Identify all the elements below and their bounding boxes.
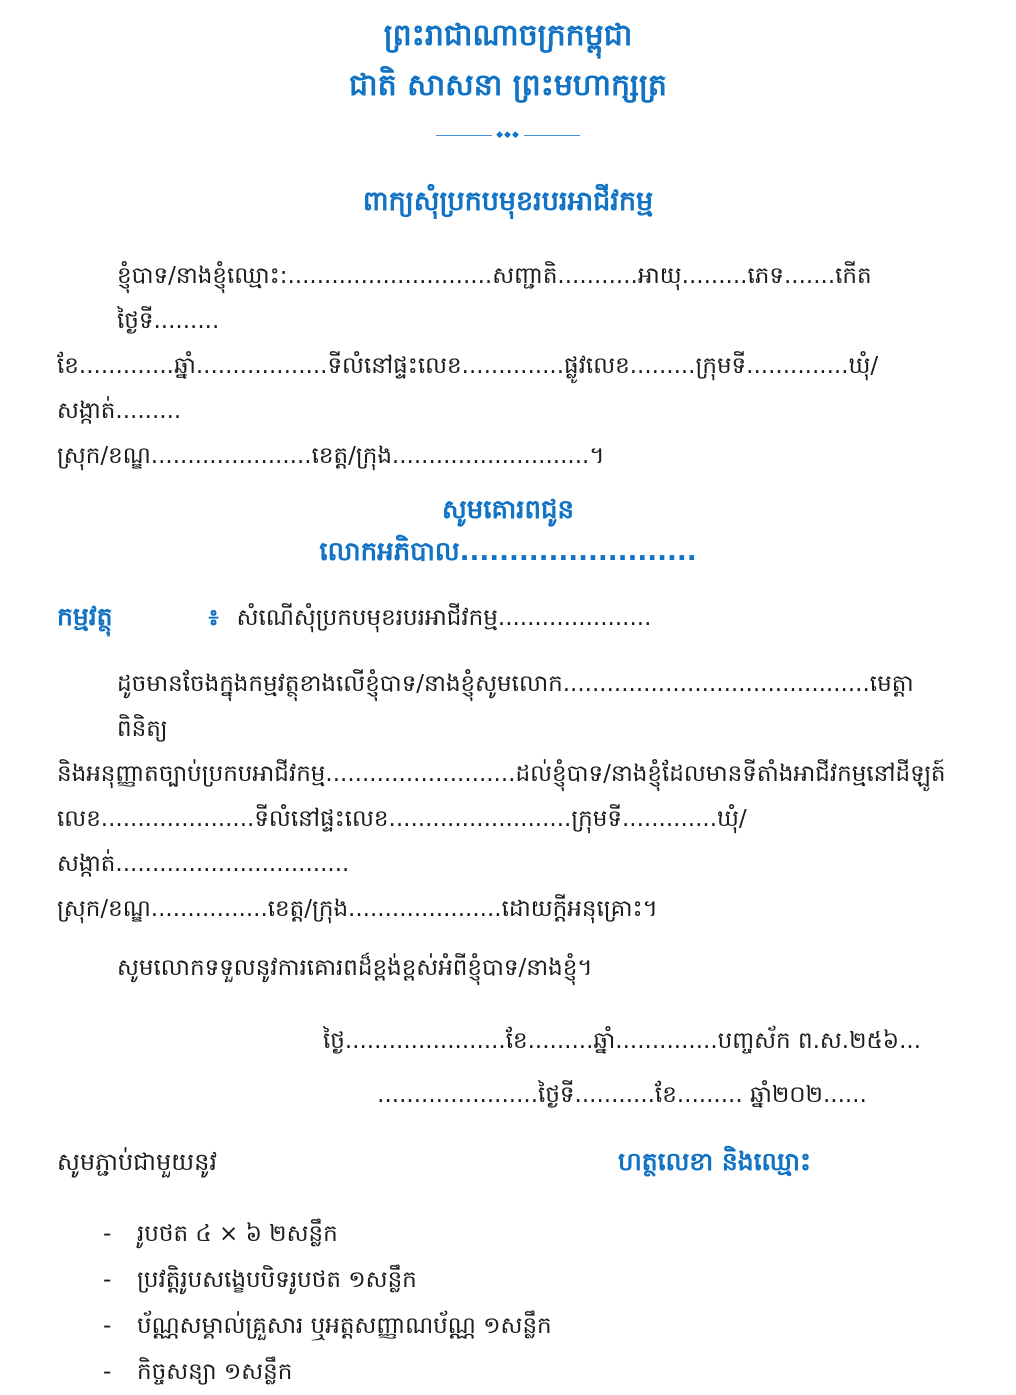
national-motto: ជាតិ សាសនា ព្រះមហាក្សត្រ: [349, 67, 667, 103]
signature-name-label: ហត្ថលេខា និងឈ្មោះ: [617, 1147, 811, 1176]
request-line-3: លេខ.....................ទីលំនៅផ្ទះលេខ.........................ក្រុមទី.............ឃុំ/សង្កាត់................................: [57, 806, 747, 877]
subject-text: សំណើសុំប្រកបមុខរបរអាជីវកម្ម.....................: [236, 605, 652, 631]
attachments-label: សូមភ្ជាប់ជាមួយនូវ: [57, 1148, 217, 1176]
divider-line-left: [436, 135, 492, 136]
recipient-dotted-field: ........................: [459, 537, 697, 567]
list-item: [103, 1257, 959, 1303]
lunar-date-line: ថ្ងៃ......................ខែ.........ឆ្នាំ..............បញ្ចស័ក ព.ស.២៥៦...: [322, 1028, 922, 1054]
subject-label: កម្មវត្ថុ: [57, 602, 113, 631]
divider-line-right: [524, 135, 580, 136]
request-line-2: និងអនុញ្ញាតច្បាប់ប្រកបអាជីវកម្ម..........................ដល់ខ្ញុំបាទ/នាងខ្ញុំដែលមានទីតាំងអាជីវកម្មនៅដីឡូត៍: [57, 761, 946, 787]
footer-row: [57, 1147, 959, 1183]
request-line-4: ស្រុក/ខណ្ឌ................ខេត្ត/ក្រុង.....................ដោយក្តីអនុគ្រោះ។: [57, 896, 658, 922]
list-item: [103, 1211, 959, 1257]
document-page: [0, 14, 1016, 1385]
list-item: [103, 1303, 959, 1349]
applicant-info-line-1: ខ្ញុំបាទ/នាងខ្ញុំឈ្មោះ:............................សញ្ជាតិ...........អាយុ.........ភេទ.......កើតថ្ងៃទី.........: [117, 263, 872, 334]
subject-row: [57, 597, 959, 638]
request-line-1: ដូចមានចែងក្នុងកម្មវត្ថុខាងលើខ្ញុំបាទ/នាងខ្ញុំសូមលោក..........................................មេត្តាពិនិត្យ: [117, 671, 914, 742]
form-title: ពាក្យសុំប្រកបមុខរបរអាជីវកម្ម: [362, 186, 654, 217]
recipient-label: លោកអភិបាល: [319, 537, 460, 567]
list-item: [103, 1349, 959, 1395]
bullet-dash: -: [103, 1313, 112, 1339]
recipient-line: [57, 535, 959, 573]
attachment-item-text: កិច្ចសន្យា ១សន្លឹក: [137, 1359, 293, 1385]
divider-ornament-icon: ◆◆◆: [496, 129, 520, 140]
subject-colon: ៖: [208, 605, 219, 631]
closing-respect-line: សូមលោកទទួលនូវការគោរពដ៏ខ្ពង់ខ្ពស់អំពីខ្ញុំបាទ/នាងខ្ញុំ។: [117, 955, 593, 981]
decorative-divider: [57, 129, 959, 141]
kingdom-title: ព្រះរាជាណាចក្រកម្ពុជា: [383, 18, 633, 53]
request-paragraph: [57, 662, 959, 932]
salutation-line: សូមគោរពជូន: [441, 495, 575, 525]
attachment-item-text: រូបថត ៤ × ៦ ២សន្លឹក: [137, 1221, 338, 1247]
attachment-item-text: ប័ណ្ណសម្គាល់គ្រួសារ ឬអត្តសញ្ញាណប័ណ្ណ ១សន្លឹក: [137, 1313, 552, 1339]
applicant-info-line-3: ស្រុក/ខណ្ឌ......................ខេត្ត/ក្រុង...........................។: [57, 443, 605, 469]
bullet-dash: -: [103, 1221, 112, 1247]
gregorian-date-line: ......................ថ្ងៃទី...........ខែ......... ឆ្នាំ២០២......: [377, 1082, 867, 1108]
applicant-info-line-2: ខែ.............ឆ្នាំ..................ទីលំនៅផ្ទះលេខ..............ផ្លូវលេខ.........ក្រុមទី..............ឃុំ/សង្កាត់.........: [57, 353, 879, 424]
applicant-info-paragraph: [57, 254, 959, 479]
attachments-list: [103, 1211, 959, 1395]
bullet-dash: -: [103, 1267, 112, 1293]
attachment-item-text: ប្រវត្តិរូបសង្ខេបបិទរូបថត ១សន្លឹក: [137, 1267, 417, 1293]
bullet-dash: -: [103, 1359, 112, 1385]
date-block: [285, 1021, 959, 1115]
